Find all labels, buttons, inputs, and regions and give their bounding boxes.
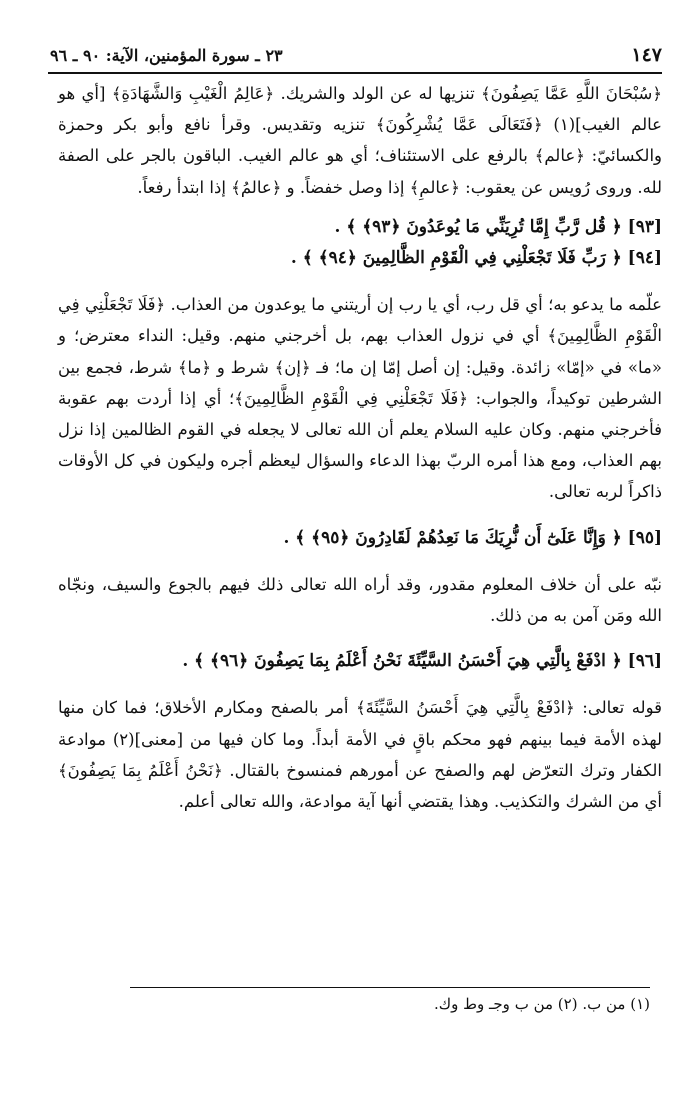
footnotes: (١) من ب. (٢) من ب وجـ وط وك. — [433, 995, 650, 1013]
running-title: ٢٣ ـ سورة المؤمنين، الآية: ٩٠ ـ ٩٦ — [50, 45, 283, 65]
verse-95 — [58, 523, 662, 554]
commentary-paragraph: ﴿سُبْحَانَ اللَّهِ عَمَّا يَصِفُونَ﴾ تنزيها له عن الولد والشريك. ﴿عَالِمُ الْغَيْبِ وَالشَّهَادَةِ﴾ [أي هو عالم الغيب](١) ﴿فَتَعَالَى عَمَّا يُشْرِكُونَ﴾ تنزيه وتقديس. وقرأ نافع وأبو بكر وحمزة والكسائيّ: ﴿عالم﴾ بالرفع على الاستئناف؛ أي هو عالم الغيب. الباقون بالجر على الصفة لله. وروى رُويس عن يعقوب: ﴿عالمِ﴾ إذا وصل خفضاً. و ﴿عالمُ﴾ إذا ابتدأ رفعاً. — [58, 84, 662, 197]
verse-text: ﴿ وَإِنَّا عَلَىٰٓ أَن نُّرِيَكَ مَا نَعِدُهُمْ لَقَادِرُونَ ﴿٩٥﴾ ﴾ . — [283, 527, 622, 548]
verse-96 — [58, 646, 662, 677]
verse-number: [٩٦] — [627, 651, 662, 672]
verse-text: ﴿ ادْفَعْ بِالَّتِي هِيَ أَحْسَنُ السَّيِّئَةَ نَحْنُ أَعْلَمُ بِمَا يَصِفُونَ ﴿٩٦﴾ ﴾ . — [182, 651, 622, 672]
verse-number: [٩٤] — [627, 248, 662, 269]
verse-93 — [58, 212, 662, 243]
commentary-paragraph: علّمه ما يدعو به؛ أي قل رب، أي يا رب إن أريتني ما يوعدون من العذاب. ﴿فَلَا تَجْعَلْنِي فِي الْقَوْمِ الظَّالِمِينَ﴾ أي في نزول العذاب بهم، بل أخرجني منهم. وقيل: النداء معترض؛ و «ما» في «إمّا» زائدة. وقيل: إن أصل إمّا إن ما؛ فـ ﴿إن﴾ شرط و ﴿ما﴾ شرط، فجمع بين الشرطين توكيداً، والجواب: ﴿فَلَا تَجْعَلْنِي فِي الْقَوْمِ الظَّالِمِينَ﴾؛ أي إذا أردت بهم عقوبة فأخرجني منهم. وكان عليه السلام يعلم أن الله تعالى لا يجعله في القوم الظالمين إذا نزل بهم العذاب، ومع هذا أمره الربّ بهذا الدعاء والسؤال ليعظم أجره وليكون في كل الأوقات ذاكراً لربه تعالى. — [58, 295, 662, 502]
verse-94 — [58, 243, 662, 274]
page-header — [50, 38, 662, 72]
main-text — [58, 78, 662, 817]
verse-text: ﴿ رَبِّ فَلَا تَجْعَلْنِي فِي الْقَوْمِ الظَّالِمِينَ ﴿٩٤﴾ ﴾ . — [290, 248, 622, 269]
footnote-rule — [130, 987, 650, 988]
commentary-paragraph: نبّه على أن خلاف المعلوم مقدور، وقد أراه الله تعالى ذلك فيهم بالجوع والسيف، ونجّاه الله ومَن آمن به من ذلك. — [58, 574, 662, 626]
verse-number: [٩٣] — [627, 216, 662, 237]
commentary-paragraph: قوله تعالى: ﴿ادْفَعْ بِالَّتِي هِيَ أَحْسَنُ السَّيِّئَةَ﴾ أمر بالصفح ومكارم الأخلاق؛ فما كان منها لهذه الأمة فيما بينهم فهو محكم باقٍ في الأمة أبداً. وما كان فيها من [معنى](٢) موادعة الكفار وترك التعرّض لهم والصفح عن أمورهم فمنسوخ بالقتال. ﴿نَحْنُ أَعْلَمُ بِمَا يَصِفُونَ﴾ أي من الشرك والتكذيب. وهذا يقتضي أنها آية موادعة، والله تعالى أعلم. — [58, 698, 662, 812]
verse-number: [٩٥] — [627, 527, 662, 548]
verse-text: ﴿ قُل رَّبِّ إِمَّا تُرِيَنِّي مَا يُوعَدُونَ ﴿٩٣﴾ ﴾ . — [334, 216, 622, 237]
page-number: ١٤٧ — [631, 44, 662, 66]
header-rule — [48, 72, 662, 74]
